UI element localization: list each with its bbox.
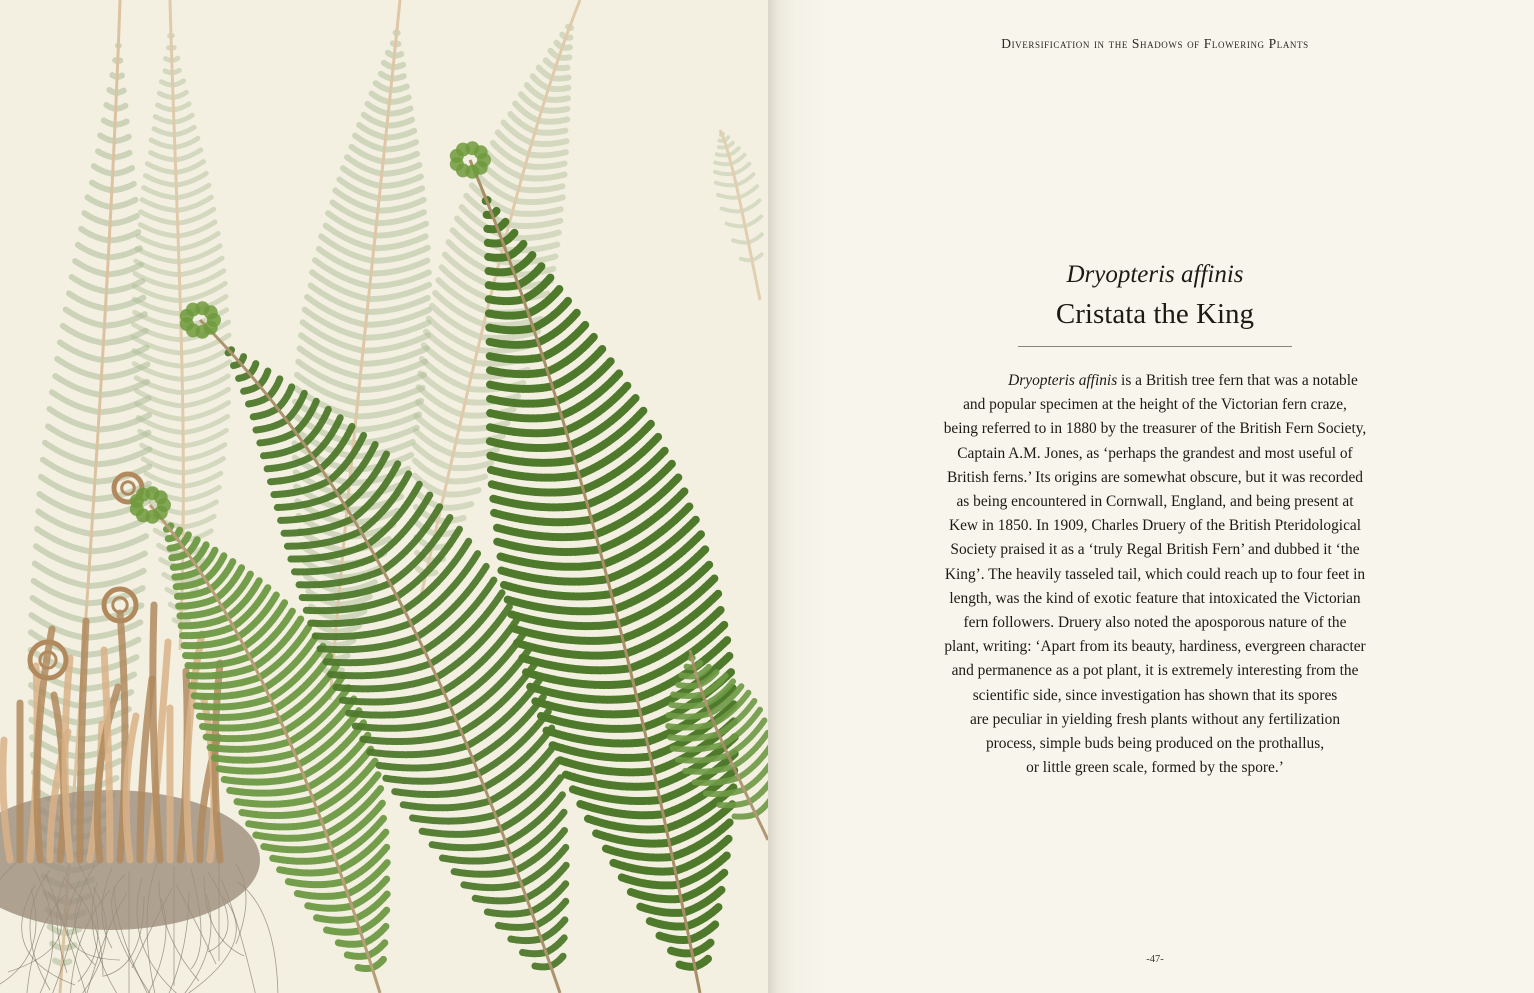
body-line: as being encountered in Cornwall, England, and being present at [956,493,1354,511]
body-line: King’. The heavily tasseled tail, which could reach up to four feet in [944,565,1366,583]
lead-species-name: Dryopteris affinis [1008,372,1118,389]
body-line: and popular specimen at the height of the Victorian fern craze, [963,396,1347,414]
body-paragraph [928,369,1382,780]
crested-tip-lobe [154,490,168,504]
title-rule [1018,346,1292,347]
body-line: are peculiar in yielding fresh plants without any fertilization [969,710,1341,728]
body-line [928,369,1382,393]
body-line: or little green scale, formed by the spore.’ [1026,759,1284,777]
latin-name: Dryopteris affinis [1066,261,1244,288]
body-line-text: is a British tree fern that was a notable [1117,372,1358,389]
body-line: scientific side, since investigation has shown that its spores [972,686,1338,704]
body-line: being referred to in 1880 by the treasurer of the British Fern Society, [943,420,1367,438]
crested-tip-lobe [204,305,218,319]
body-line: process, simple buds being produced on the prothallus, [985,735,1325,753]
body-line: plant, writing: ‘Apart from its beauty, hardiness, evergreen character [944,638,1366,656]
body-line: Captain A.M. Jones, as ‘perhaps the grandest and most useful of [957,444,1353,462]
body-line: Kew in 1850. In 1909, Charles Druery of the British Pteridological [948,517,1362,535]
body-line: British ferns.’ Its origins are somewhat obscure, but it was recorded [946,468,1363,486]
title-block [768,258,1534,334]
body-line: Society praised it as a ‘truly Regal British Fern’ and dubbed it ‘the [950,541,1360,559]
cultivar-name: Cristata the King [1055,298,1255,330]
running-header: Diversification in the Shadows of Flowering Plants [1001,36,1309,51]
body-line: length, was the kind of exotic feature that intoxicated the Victorian [949,589,1361,607]
body-line: and permanence as a pot plant, it is extremely interesting from the [951,662,1359,680]
text-page [768,0,1534,993]
page-number: -47- [1146,954,1164,965]
crested-tip-lobe [474,145,488,159]
body-line: fern followers. Druery also noted the aposporous nature of the [963,614,1347,632]
